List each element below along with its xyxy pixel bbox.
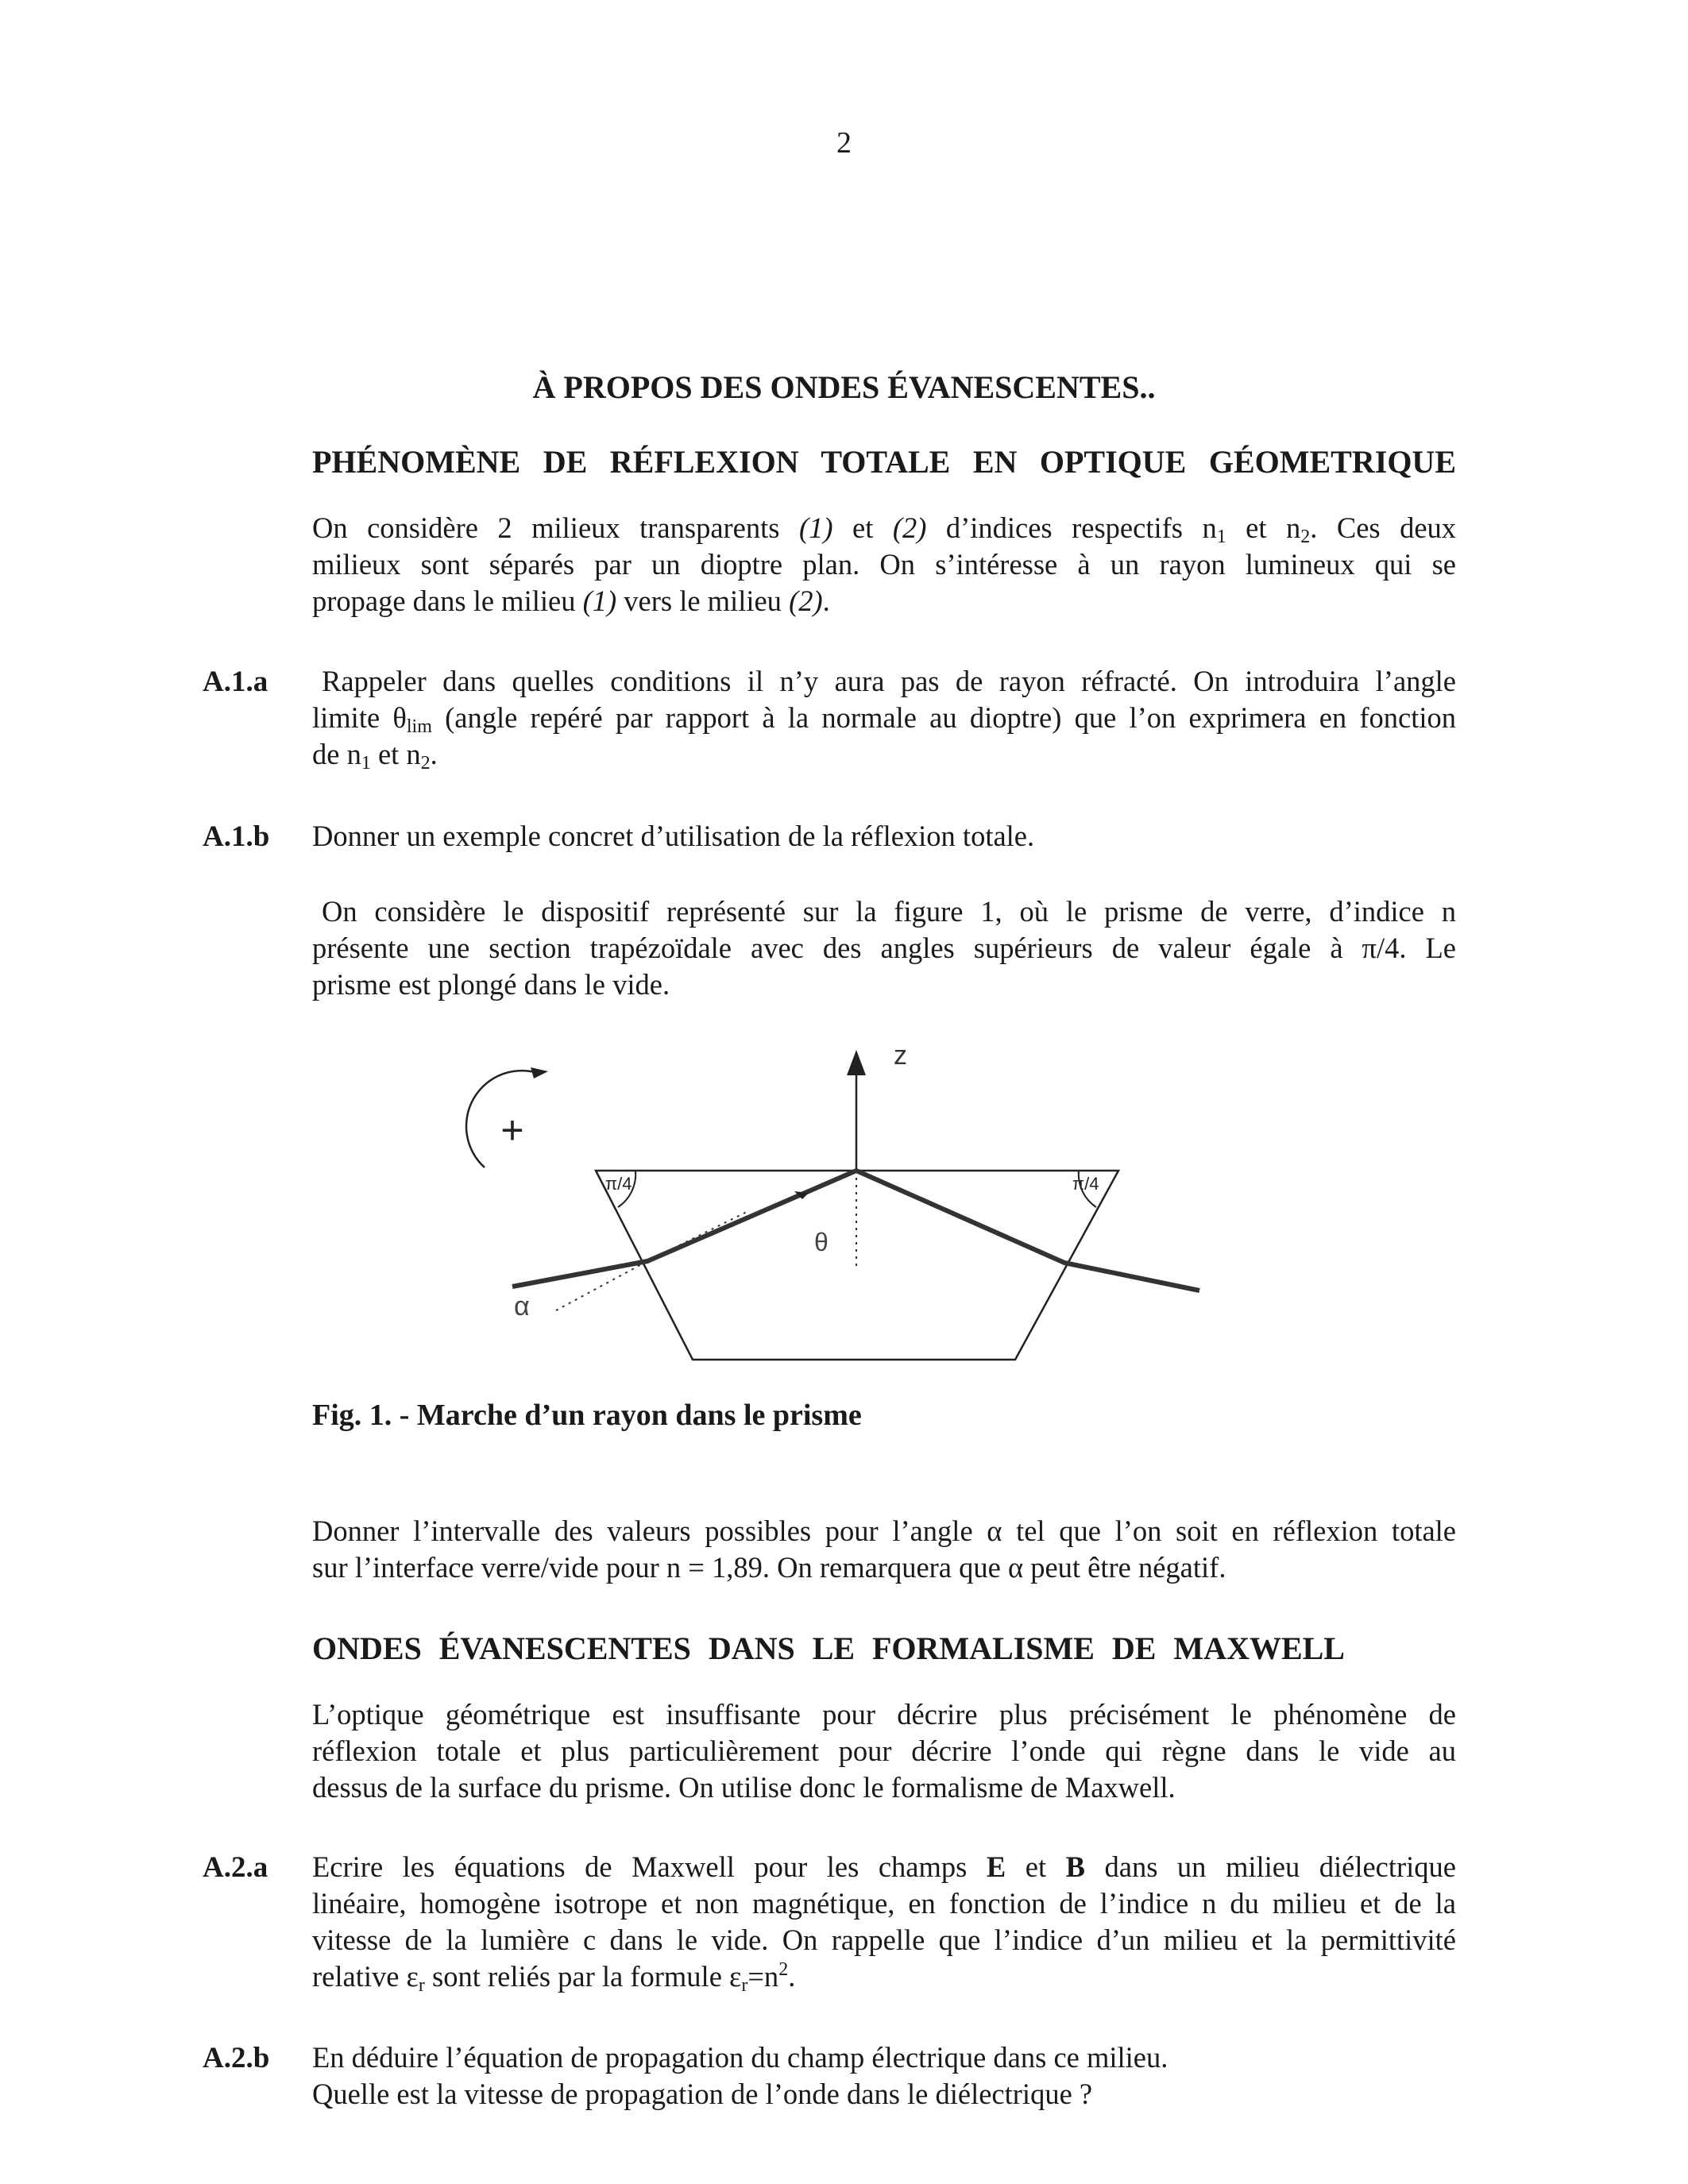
intro-line-1: On considère 2 milieux transparents (1) et (2) d’indices respectifs $n_1$ et $n_2$. Ces deux bbox=[312, 511, 1457, 547]
prism-line-1: On considère le dispositif représenté sur la figure 1, où le prisme de verre, d’indice n bbox=[322, 895, 1456, 928]
a2a-line-2: linéaire, homogène isotrope et non magnétique, en fonction de l’indice n du milieu et de la bbox=[312, 1887, 1456, 1920]
prism-line-2: présente une section trapézoïdale avec des angles supérieurs de valeur égale à π/4. Le bbox=[312, 932, 1456, 964]
alpha-line-1: Donner l’intervalle des valeurs possibles pour l’angle α tel que l’on soit en réflexion totale bbox=[312, 1515, 1456, 1547]
maxwell-line-1: L’optique géométrique est insuffisante pour décrire plus précisément le phénomène de bbox=[312, 1698, 1456, 1731]
alpha-question bbox=[312, 1513, 1456, 1586]
rotation-arrowhead bbox=[531, 1067, 548, 1078]
question-text-a2b bbox=[312, 2039, 1456, 2113]
question-label-a1b: A.1.b bbox=[203, 820, 270, 853]
page-number: 2 bbox=[836, 126, 852, 160]
angle-label-right: π/4 bbox=[1072, 1174, 1099, 1194]
question-label-a1a: A.1.a bbox=[203, 666, 268, 698]
prism-line-3: prisme est plongé dans le vide. bbox=[312, 968, 670, 1001]
alpha-line-2: sur l’interface verre/vide pour n = 1,89. On remarquera que α peut être négatif. bbox=[312, 1551, 1226, 1584]
a2a-line-4: relative $\varepsilon_r$ sont reliés par la formule $\varepsilon_r=n^2$. bbox=[312, 1959, 796, 1996]
question-label-a2a: A.2.a bbox=[203, 1851, 268, 1884]
a1a-line-1: Rappeler dans quelles conditions il n’y aura pas de rayon réfracté. On introduira l’angle bbox=[322, 665, 1456, 697]
alpha-label: α bbox=[514, 1291, 530, 1322]
a2b-line-2: Quelle est la vitesse de propagation de l’onde dans le diélectrique ? bbox=[312, 2078, 1093, 2110]
plus-sign: + bbox=[500, 1108, 524, 1152]
a1a-line-2: limite $\theta_{lim}$ (angle repéré par rapport à la normale au dioptre) que l’on exprimera en fonction bbox=[312, 701, 1457, 737]
section-heading-total-reflection: PHÉNOMÈNE DE RÉFLEXION TOTALE EN OPTIQUE GÉOMETRIQUE bbox=[312, 444, 1456, 480]
a2b-line-1: En déduire l’équation de propagation du champ électrique dans ce milieu. bbox=[312, 2041, 1168, 2074]
maxwell-line-2: réflexion totale et plus particulièrement pour décrire l’onde qui règne dans le vide au bbox=[312, 1734, 1456, 1767]
intro-line-2: milieux sont séparés par un dioptre plan. On s’intéresse à un rayon lumineux qui se bbox=[312, 548, 1456, 581]
question-label-a2b: A.2.b bbox=[203, 2042, 270, 2074]
a2a-line-1: Ecrire les équations de Maxwell pour les champs E et B dans un milieu diélectrique bbox=[312, 1850, 1456, 1883]
theta-label: θ bbox=[814, 1228, 829, 1256]
z-label: z bbox=[894, 1040, 907, 1071]
angle-label-left: π/4 bbox=[605, 1174, 632, 1194]
intro-line-3: propage dans le milieu (1) vers le milieu (2). bbox=[312, 585, 830, 617]
z-axis-arrowhead bbox=[847, 1050, 866, 1075]
question-text-a2a bbox=[312, 1849, 1456, 1995]
page-title: À PROPOS DES ONDES ÉVANESCENTES.. bbox=[532, 369, 1156, 405]
section-heading-maxwell: ONDES ÉVANESCENTES DANS LE FORMALISME DE MAXWELL bbox=[312, 1630, 1345, 1666]
a2a-line-3: vitesse de la lumière c dans le vide. On rappelle que l’indice d’un milieu et la permittivité bbox=[312, 1924, 1456, 1956]
a1b-line-1: Donner un exemple concret d’utilisation de la réflexion totale. bbox=[312, 820, 1035, 852]
a1a-line-3: de $n_1$ et $n_2$. bbox=[312, 738, 438, 774]
maxwell-line-3: dessus de la surface du prisme. On utilise donc le formalisme de Maxwell. bbox=[312, 1771, 1176, 1804]
ray-extension-line bbox=[647, 1212, 747, 1261]
figure-caption: Fig. 1. - Marche d’un rayon dans le prisme bbox=[312, 1399, 862, 1432]
maxwell-intro-paragraph bbox=[312, 1696, 1456, 1806]
